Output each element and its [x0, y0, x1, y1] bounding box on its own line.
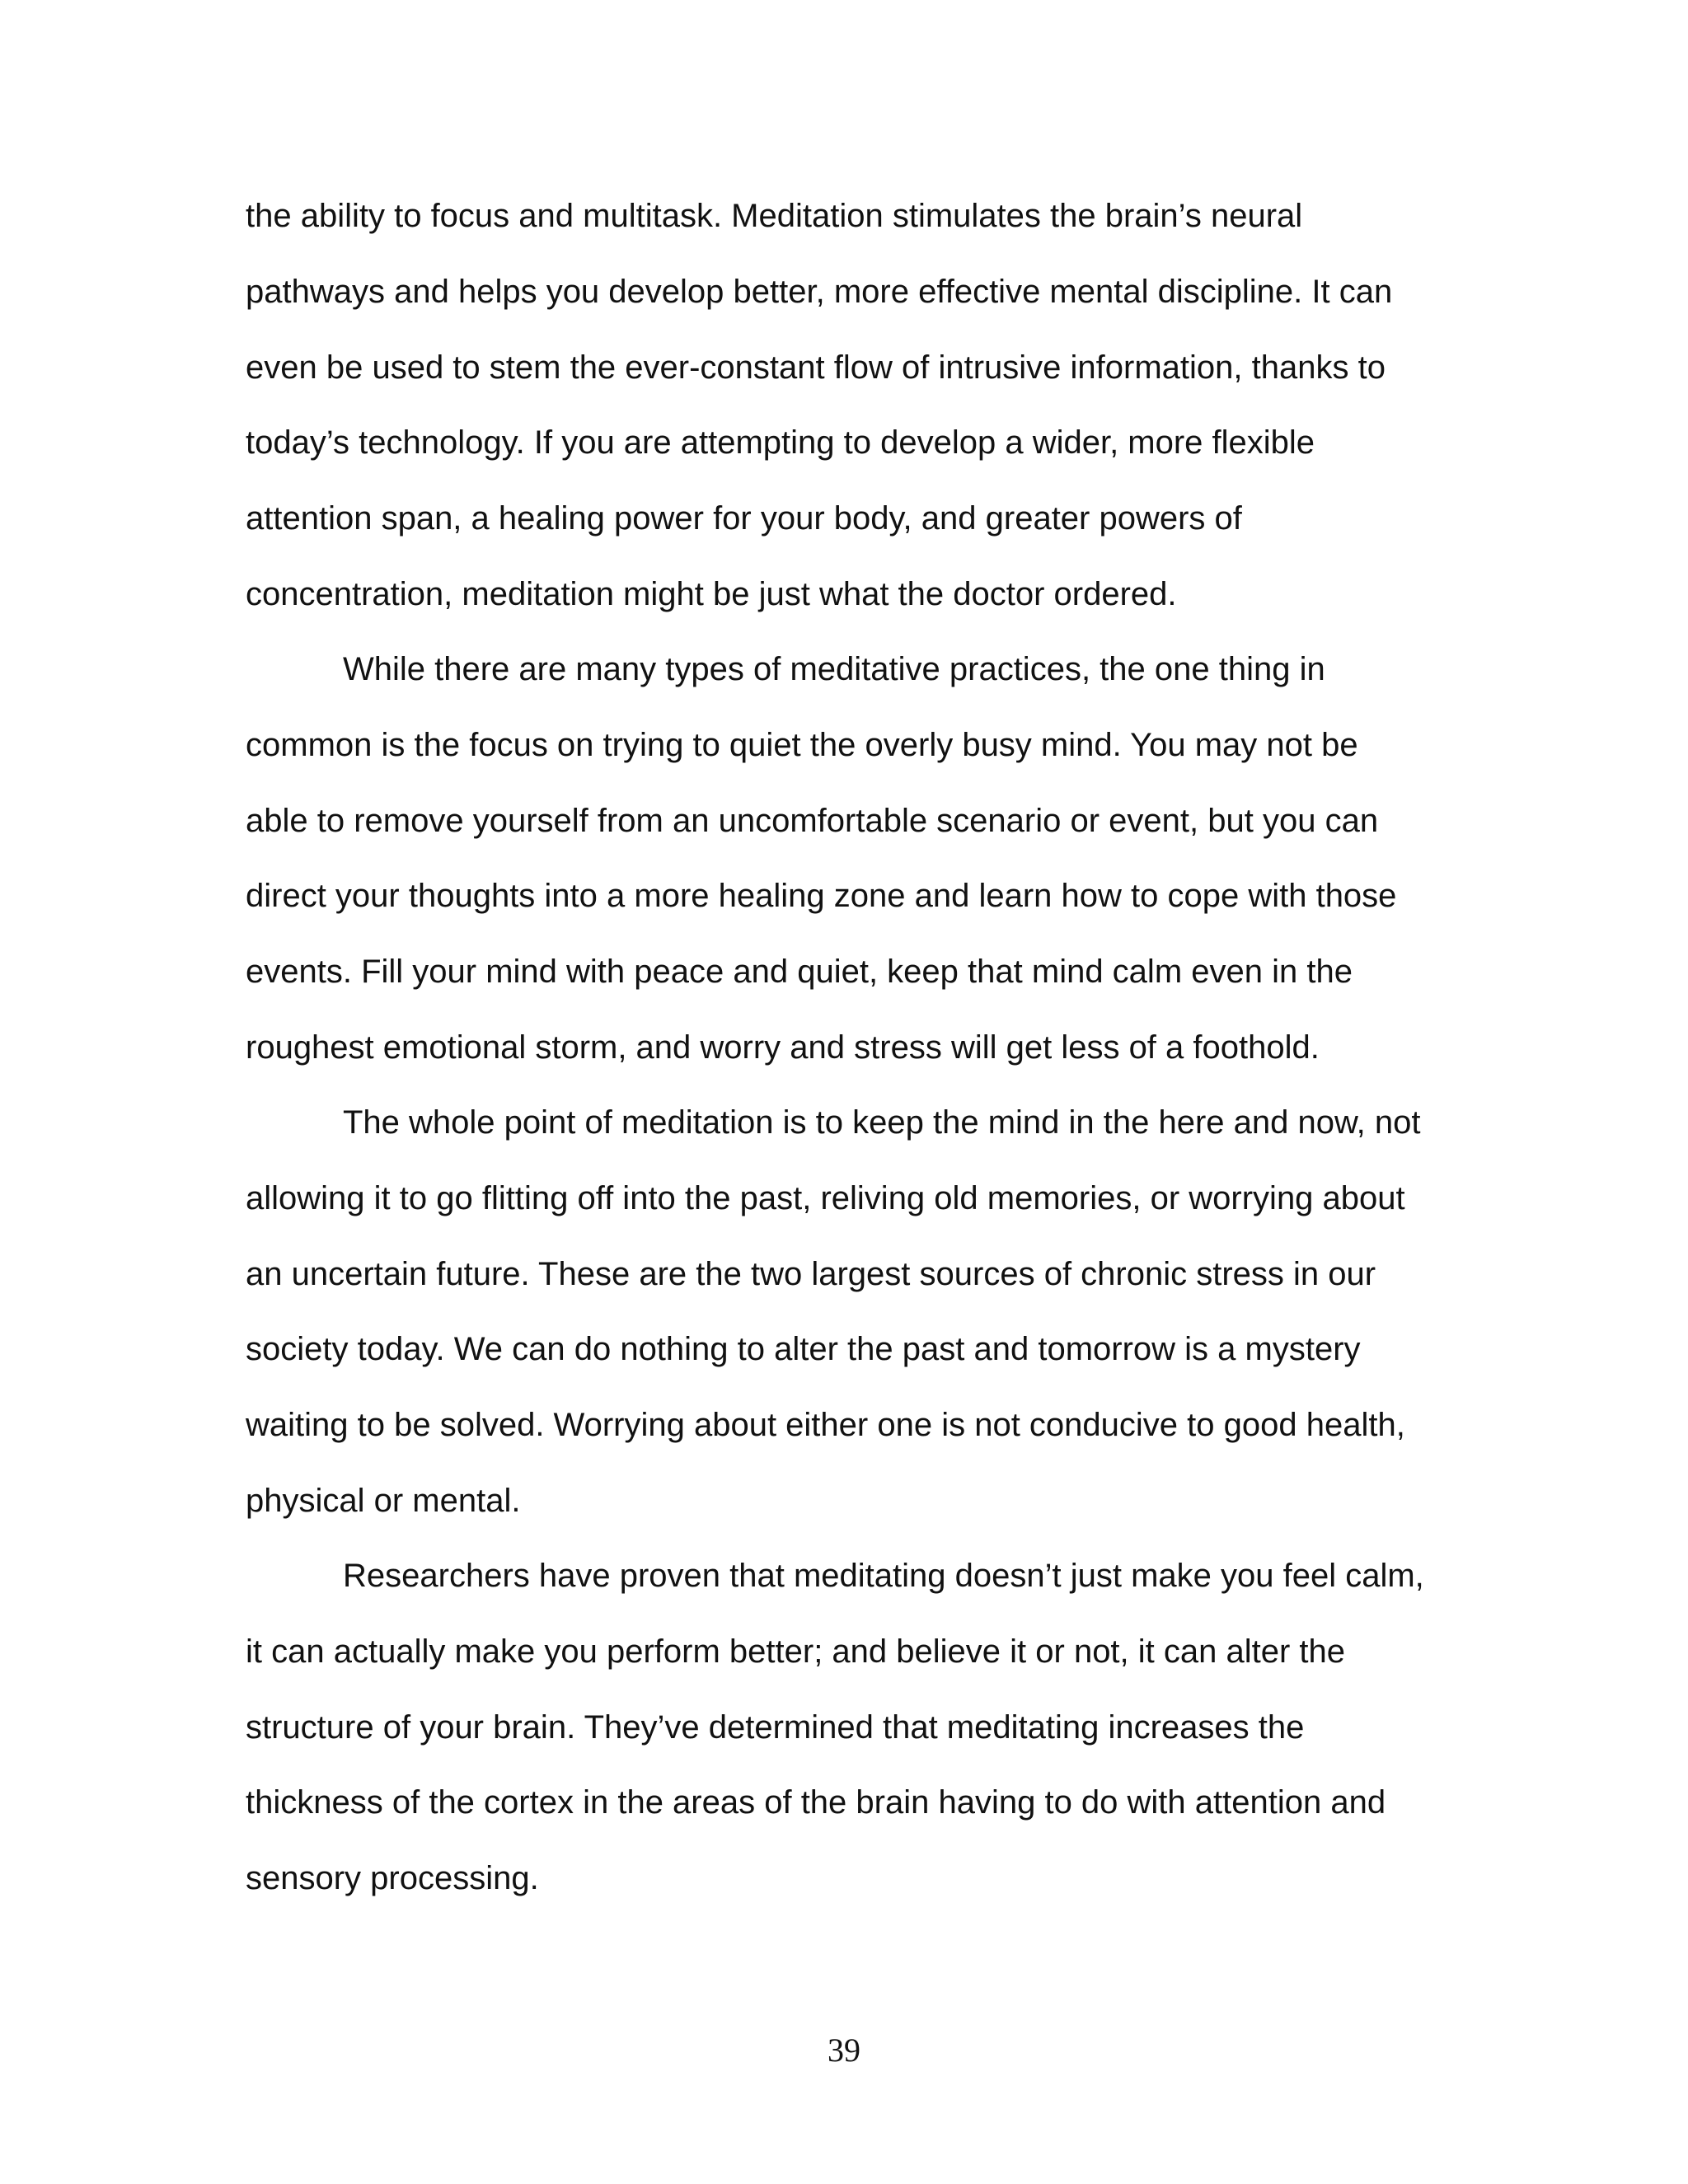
paragraph-first-line: Researchers have proven that meditating doesn’t just make you feel calm, — [343, 1558, 1424, 1594]
text-line: thickness of the cortex in the areas of the brain having to do with attention and — [246, 1784, 1386, 1821]
text-line: it can actually make you perform better; and believe it or not, it can alter the — [246, 1633, 1346, 1670]
text-line: able to remove yourself from an uncomfortable scenario or event, but you can — [246, 803, 1379, 839]
text-line: direct your thoughts into a more healing zone and learn how to cope with those — [246, 878, 1397, 914]
text-line: common is the focus on trying to quiet the overly busy mind. You may not be — [246, 727, 1358, 763]
text-line: attention span, a healing power for your body, and greater powers of — [246, 500, 1242, 537]
text-line: even be used to stem the ever-constant flow of intrusive information, thanks to — [246, 349, 1386, 386]
text-line: society today. We can do nothing to alter the past and tomorrow is a mystery — [246, 1331, 1361, 1367]
text-line: concentration, meditation might be just what the doctor ordered. — [246, 576, 1177, 612]
text-line: physical or mental. — [246, 1483, 521, 1519]
text-line: waiting to be solved. Worrying about either one is not conducive to good health, — [246, 1407, 1405, 1443]
text-line: structure of your brain. They’ve determined that meditating increases the — [246, 1709, 1305, 1746]
text-line: pathways and helps you develop better, more effective mental discipline. It can — [246, 274, 1393, 310]
paragraph-first-line: While there are many types of meditative practices, the one thing in — [343, 651, 1325, 687]
text-line: today’s technology. If you are attempting to develop a wider, more flexible — [246, 424, 1315, 461]
text-line: roughest emotional storm, and worry and stress will get less of a foothold. — [246, 1029, 1320, 1066]
text-line: an uncertain future. These are the two largest sources of chronic stress in our — [246, 1256, 1376, 1292]
text-line: events. Fill your mind with peace and quiet, keep that mind calm even in the — [246, 954, 1353, 990]
text-line: allowing it to go flitting off into the past, reliving old memories, or worrying about — [246, 1180, 1405, 1216]
text-line: the ability to focus and multitask. Meditation stimulates the brain’s neural — [246, 198, 1303, 234]
page-number: 39 — [828, 2032, 860, 2069]
paragraph-first-line: The whole point of meditation is to keep the mind in the here and now, not — [343, 1104, 1421, 1141]
text-line: sensory processing. — [246, 1860, 539, 1896]
